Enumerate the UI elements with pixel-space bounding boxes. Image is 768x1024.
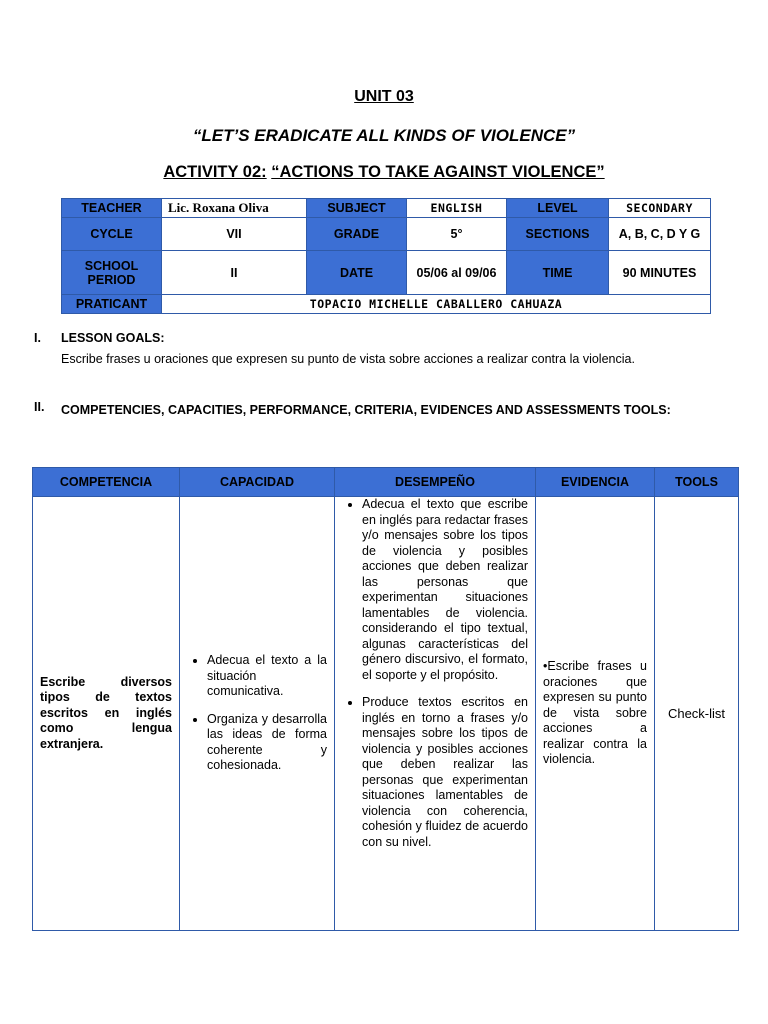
competencia-cell: Escribe diversos tipos de textos escritos en inglés como lengua extranjera.: [33, 497, 180, 931]
evidencia-cell: •Escribe frases u oraciones que expresen su punto de vista sobre acciones a realizar contra la violencia.: [536, 497, 655, 931]
section-1-title: LESSON GOALS:: [61, 331, 165, 345]
desempeno-item: • Produce textos escritos en inglés en torno a frases y/o mensajes sobre los tipos de violencia y posibles acciones que deben realizar las personas que experimentan situaciones lamentables de violencia con coherencia, cohesión y fluidez de acuerdo con su nivel.: [362, 695, 528, 850]
period-label: SCHOOL PERIOD: [62, 251, 162, 295]
tools-cell: Check-list: [655, 497, 739, 931]
sections-label: SECTIONS: [507, 218, 609, 251]
header-tools: TOOLS: [655, 468, 739, 497]
activity-title: [0, 163, 768, 182]
desempeno-item: • Adecua el texto que escribe en inglés para redactar frases y/o mensajes sobre los tipos de violencia y posibles acciones que deben realizar las personas que experimentan situaciones lamentables de violencia. considerando el tipo textual, algunas características del género discursivo, el formato, el soporte y el propósito.: [362, 497, 528, 683]
info-table: [61, 198, 711, 314]
section-2-title: COMPETENCIES, CAPACITIES, PERFORMANCE, CRITERIA, EVIDENCES AND ASSESSMENTS TOOLS:: [61, 403, 671, 417]
desempeno-cell: [335, 497, 536, 931]
unit-title: UNIT 03: [354, 88, 414, 105]
lesson-goal-text: Escribe frases u oraciones que expresen su punto de vista sobre acciones a realizar contra la violencia.: [61, 352, 635, 366]
level-value: SECONDARY: [609, 199, 711, 218]
teacher-value: Lic. Roxana Oliva: [162, 199, 307, 218]
grade-label: GRADE: [307, 218, 407, 251]
praticant-label: PRATICANT: [62, 295, 162, 314]
praticant-value: TOPACIO MICHELLE CABALLERO CAHUAZA: [162, 295, 711, 314]
time-label: TIME: [507, 251, 609, 295]
level-label: LEVEL: [507, 199, 609, 218]
competencies-table: [32, 467, 739, 931]
subject-value: ENGLISH: [407, 199, 507, 218]
cycle-label: CYCLE: [62, 218, 162, 251]
section-2-number: II.: [34, 400, 45, 414]
capacidad-cell: [180, 497, 335, 931]
header-desempeno: DESEMPEÑO: [335, 468, 536, 497]
time-value: 90 MINUTES: [609, 251, 711, 295]
cycle-value: VII: [162, 218, 307, 251]
header-capacidad: CAPACIDAD: [180, 468, 335, 497]
unit-theme: “LET’S ERADICATE ALL KINDS OF VIOLENCE”: [192, 126, 576, 145]
subject-label: SUBJECT: [307, 199, 407, 218]
capacidad-item: • Adecua el texto a la situación comunicativa.: [207, 653, 327, 700]
header-evidencia: EVIDENCIA: [536, 468, 655, 497]
activity-prefix: ACTIVITY 02:: [163, 163, 267, 181]
section-1-number: I.: [34, 331, 41, 345]
grade-value: 5°: [407, 218, 507, 251]
header-competencia: COMPETENCIA: [33, 468, 180, 497]
date-value: 05/06 al 09/06: [407, 251, 507, 295]
period-value: II: [162, 251, 307, 295]
sections-value: A, B, C, D Y G: [609, 218, 711, 251]
date-label: DATE: [307, 251, 407, 295]
teacher-label: TEACHER: [62, 199, 162, 218]
activity-name: “ACTIONS TO TAKE AGAINST VIOLENCE”: [271, 163, 605, 181]
capacidad-item: • Organiza y desarrolla las ideas de forma coherente y cohesionada.: [207, 712, 327, 774]
